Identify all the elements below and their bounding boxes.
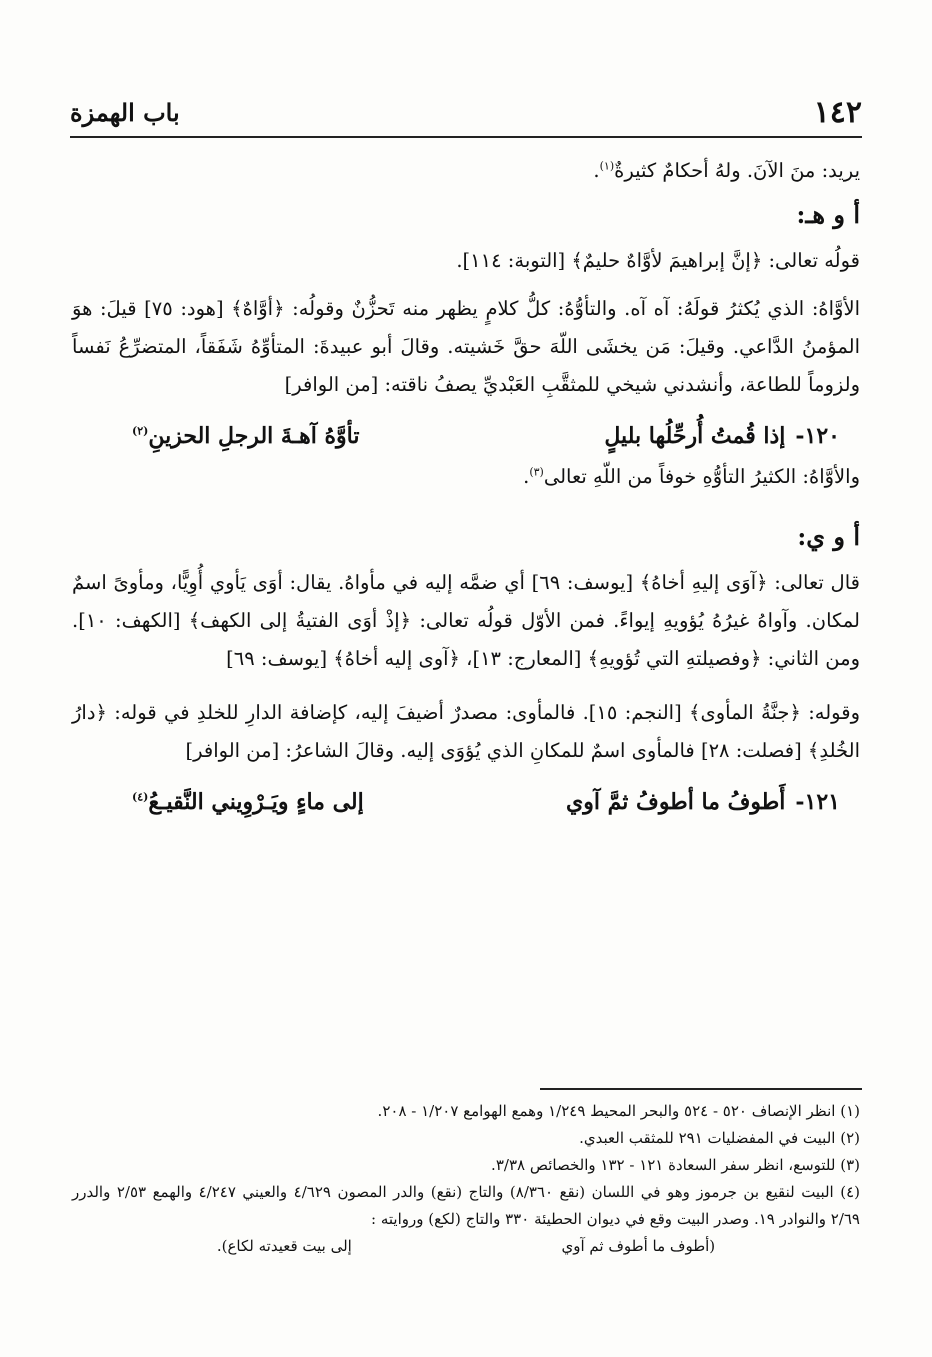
chapter-title: باب الهمزة xyxy=(70,97,180,127)
entry-heading: أ و ي: xyxy=(797,522,860,551)
verse-120 xyxy=(72,414,860,458)
paragraph: يريد: منَ الآنَ. ولهُ أحكامٌ كثيرةٌ$^{(١)}$. xyxy=(593,159,860,182)
paragraph: والأوَّاهُ: الكثيرُ التأوُّهِ خوفاً من اللّهِ تعالى$^{(٣)}$. xyxy=(523,465,860,488)
paragraph: وقوله: ﴿جنَّةُ المأوى﴾ [النجم: ١٥]. فالمأوى: مصدرٌ أضيفَ إليه، كإضافة الدارِ للخلدِ في قوله: ﴿دارُ الخُلدِ﴾ [فصلت: ٢٨] فالمأوى اسمٌ للمكانِ الذي يُؤوَى إليه. وقالَ الشاعرُ: [من الوافر] xyxy=(72,701,860,762)
footnote: (١) انظر الإنصاف ٥٢٠ - ٥٢٤ والبحر المحيط ١/٢٤٩ وهمع الهوامع ١/٢٠٧ - ٢٠٨. xyxy=(377,1102,860,1120)
paragraph: الأوَّاهُ: الذي يُكثرُ قولَهُ: آه آه. والتأوُّهُ: كلُّ كلامٍ يظهر منه تَحزُّنٌ وقولُه: ﴿أوَّاهٌ﴾ [هود: ٧٥] قيلَ: هوَ المؤمنُ الدَّاعي. وقيلَ: مَن يخشَى اللّهَ حقَّ خَشيته. وقالَ أبو عبيدةَ: المتأوِّهُ شَفَقاً، المتضرِّعُ نَفساً ولزوماً للطاعة، وأنشدني شيخي للمثقَّبِ العَبْديِّ يصفُ ناقته: [من الوافر] xyxy=(72,297,860,396)
footnote-ref: (٣) xyxy=(529,465,544,479)
footnote: (٤) البيت لنقيع بن جرموز وهو في اللسان (نقع ٨/٣٦٠) والتاج (نقع) والدر المصون ٤/٦٢٩ والعيني ٤/٢٤٧ والهمع ٢/٥٣ والدرر ٢/٦٩ والنوادر ١٩. وصدر البيت وقع في ديوان الحطيئة ٣٣٠ والتاج (لكع) وروايته : xyxy=(72,1183,860,1228)
verse-number: ١٢٠- xyxy=(795,423,840,449)
header-rule xyxy=(70,136,862,138)
verse-first-hemistich: إذا قُمتُ أُرحِّلُها بليلٍ xyxy=(604,423,786,449)
main-text xyxy=(72,152,860,824)
page-header xyxy=(70,92,862,132)
verse-number: ١٢١- xyxy=(795,789,840,815)
footnote: (٢) البيت في المفضليات ٢٩١ للمثقب العبدي. xyxy=(579,1129,860,1147)
footnote-ref: (١) xyxy=(599,159,615,173)
entry-heading: أ و هـ: xyxy=(796,200,860,229)
verse-second-hemistich: تأوَّهُ آهـةَ الرجلِ الحزينِ xyxy=(148,423,360,449)
footnote: (٣) للتوسع، انظر سفر السعادة ١٢١ - ١٣٢ والخصائص ٣/٣٨. xyxy=(491,1156,860,1174)
footnotes xyxy=(72,1098,860,1260)
verse-second-hemistich: إلى ماءٍ ويَـرْوِيني النَّقيـعُ xyxy=(148,789,364,815)
verse-first-hemistich: أَطوفُ ما أطوفُ ثمَّ آوي xyxy=(565,789,786,815)
page-number: ١٤٢ xyxy=(813,94,862,130)
footnote-rule xyxy=(540,1088,862,1090)
paragraph: قال تعالى: ﴿آوَى إليهِ أخاهُ﴾ [يوسف: ٦٩] أي ضمَّه إليه في مأواهُ. يقال: أوَى يَأوي أُوِيًّا، ومأوىً اسمٌ لمكان. وآواهُ غيرُهُ يُؤويهِ إيواءً. فمن الأوّل قولُه تعالى: ﴿إذْ أوَى الفتيةُ إلى الكهف﴾ [الكهف: ١٠]. ومن الثاني: ﴿وفصيلتهِ التي تُؤويهِ﴾ [المعارج: ١٣]، ﴿آوى إليه أخاهُ﴾ [يوسف: ٦٩] xyxy=(72,571,860,670)
footnote-verse: (أطوف ما أطوف ثم آوي إلى بيت قعيدته لكاع). xyxy=(216,1237,716,1255)
paragraph: قولُه تعالى: ﴿إنَّ إبراهيمَ لأوَّاهٌ حليمٌ﴾ [التوبة: ١١٤]. xyxy=(456,249,860,272)
footnote-ref: (٢) xyxy=(132,424,149,438)
footnote-ref: (٤) xyxy=(132,790,149,804)
verse-121 xyxy=(72,780,860,824)
